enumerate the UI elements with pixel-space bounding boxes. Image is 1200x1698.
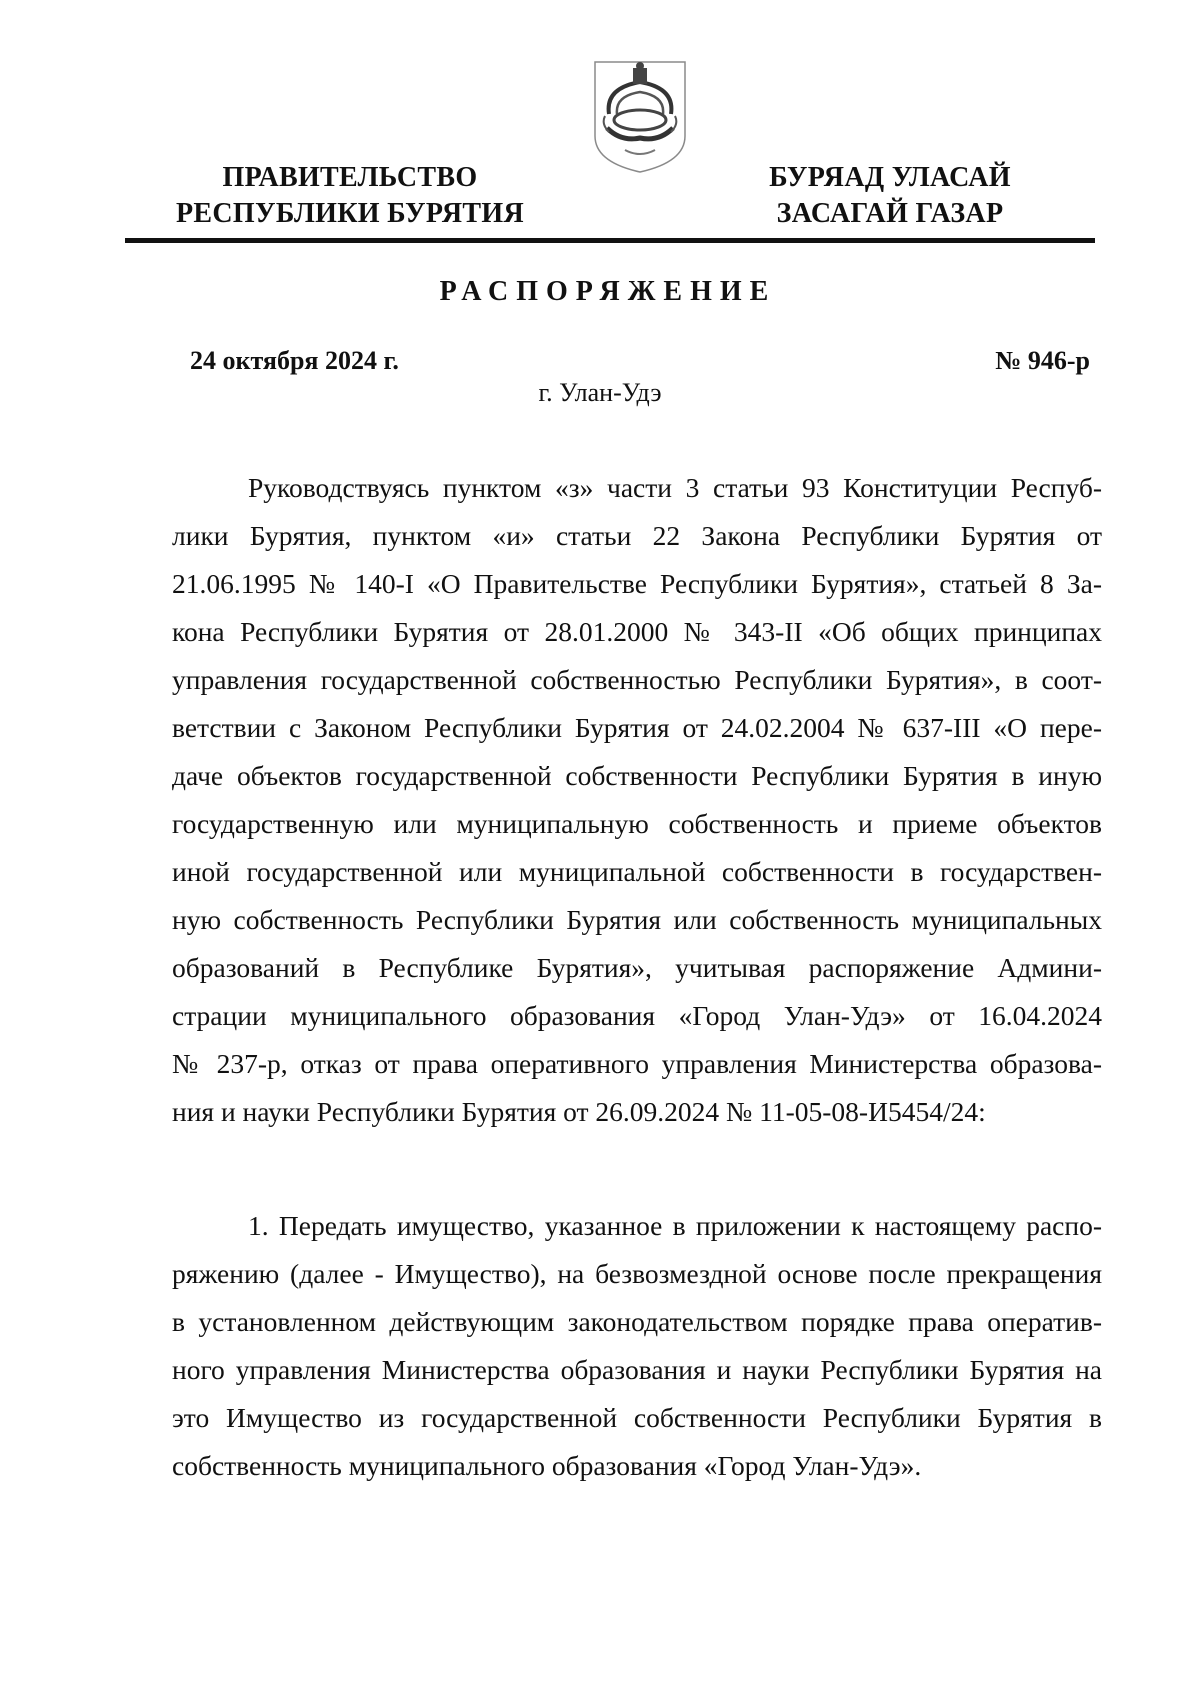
text-line: 1. Передать имущество, указанное в приложении к настоящему распо- (248, 1210, 1102, 1241)
text-line: Руководствуясь пунктом «з» части 3 статьи 93 Конституции Респуб- (248, 472, 1102, 503)
issuer-name-buryat (740, 160, 1040, 232)
text-line: лики Бурятия, пунктом «и» статьи 22 Закона Республики Бурятия от (172, 520, 1102, 551)
issuer-name-buryat-line1: БУРЯАД УЛАСАЙ (769, 162, 1011, 193)
text-line: государственную или муниципальную собственность и приеме объектов (172, 808, 1102, 839)
text-line: управления государственной собственностью Республики Бурятия», в соот- (172, 664, 1102, 695)
issuer-name-russian-line2: РЕСПУБЛИКИ БУРЯТИЯ (176, 198, 524, 229)
header-divider (125, 238, 1095, 243)
text-line: страции муниципального образования «Город Улан-Удэ» от 16.04.2024 (172, 1000, 1102, 1031)
issuer-name-russian (160, 160, 540, 232)
document-number: № 946-р (995, 346, 1090, 375)
text-line: иной государственной или муниципальной собственности в государствен- (172, 856, 1102, 887)
text-line: ного управления Министерства образования и науки Республики Бурятия на (172, 1354, 1102, 1385)
document-date: 24 октября 2024 г. (190, 346, 399, 375)
issuer-name-russian-line1: ПРАВИТЕЛЬСТВО (222, 162, 478, 193)
text-line: ния и науки Республики Бурятия от 26.09.2024 № 11-05-08-И5454/24: (172, 1096, 986, 1127)
text-line: ряжению (далее - Имущество), на безвозмездной основе после прекращения (172, 1258, 1102, 1289)
text-line: образований в Республике Бурятия», учитывая распоряжение Админи- (172, 952, 1102, 983)
document-type-title: РАСПОРЯЖЕНИЕ (439, 276, 777, 307)
text-line: в установленном действующим законодательством порядке права оператив- (172, 1306, 1102, 1337)
clause-1-paragraph (172, 1202, 1102, 1490)
text-line: даче объектов государственной собственности Республики Бурятия в иную (172, 760, 1102, 791)
document-city: г. Улан-Удэ (538, 378, 662, 407)
text-line: кона Республики Бурятия от 28.01.2000 № 343-II «Об общих принципах (172, 616, 1102, 647)
issuer-name-buryat-line2: ЗАСАГАЙ ГАЗАР (776, 198, 1004, 229)
text-line: собственность муниципального образования «Город Улан-Удэ». (172, 1450, 922, 1481)
text-line: ветствии с Законом Республики Бурятия от 24.02.2004 № 637-III «О пере- (172, 712, 1102, 743)
preamble-paragraph (172, 464, 1102, 1136)
text-line: ную собственность Республики Бурятия или собственность муниципальных (172, 904, 1102, 935)
text-line: это Имущество из государственной собственности Республики Бурятия в (172, 1402, 1102, 1433)
text-line: № 237-р, отказ от права оперативного управления Министерства образова- (172, 1048, 1102, 1079)
coat-of-arms-emblem-icon (591, 58, 689, 176)
text-line: 21.06.1995 № 140-I «О Правительстве Республики Бурятия», статьей 8 За- (172, 568, 1102, 599)
